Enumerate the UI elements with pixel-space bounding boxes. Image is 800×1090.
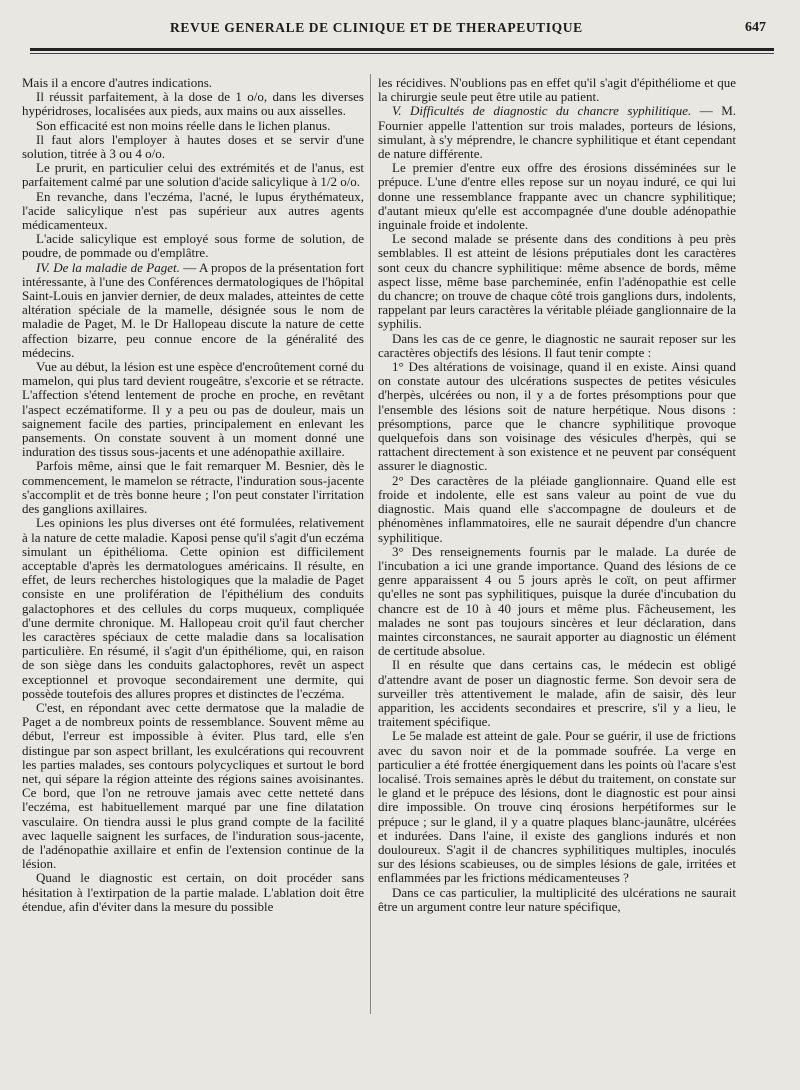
paragraph-text: — A propos de la présentation fort intéressante, à l'une des Conférences dermatologiques de l'hôpital Saint-Louis en janvier dernier, de deux malades, atteintes de cette altération spéciale de la mamelle, désignée sous le nom de maladie de Paget, M. le Dr Hallopeau discute la nature de cette affection bizarre, peu connue encore de la généralité des médecins. xyxy=(22,259,364,360)
paragraph-text: Son efficacité est non moins réelle dans le lichen planus. xyxy=(36,117,331,133)
paragraph-text: 3° Des renseignements fournis par le malade. La durée de l'incubation a ici une grande importance. Quand des lésions de ce genre apparaissent 4 ou 5 jours après le coït, on peut affirmer qu'elles ne sont pas syphilitiques, puisque la durée d'incubation du chancre est de 10 à 40 jours et même plus. Fâcheusement, les malades ne sont pas toujours sincères et leur déclaration, dans maintes circonstances, ne saurait apporter au diagnostic un élément de certitude absolue. xyxy=(378,543,736,659)
paragraph xyxy=(22,701,364,871)
left-column xyxy=(22,76,364,914)
paragraph xyxy=(22,161,364,189)
paragraph-text: Les opinions les plus diverses ont été formulées, relativement à la nature de cette maladie. Kaposi pense qu'il s'agit d'un eczéma simulant un épithélioma. Cette opinion est difficilement acceptable d'après les dermatologues américains. Il résulte, en effet, de leurs recherches histologiques que la maladie de Paget consiste en une prolifération de l'épithélium des conduits galactophores et des cellules du corps muqueux, compliquée d'une dermite chronique. M. Hallopeau croit qu'il faut chercher les caractères spéciaux de cette maladie dans sa localisation particulière. En résumé, il s'agit d'un épithéliome, qui, en raison de son siège dans les conduits galactophores, revêt un aspect exceptionnel et provoque secondairement une dermite, qui possède toutefois des allures propres et distinctes de l'eczéma. xyxy=(22,515,364,701)
paragraph xyxy=(378,104,736,161)
paragraph-text: Il réussit parfaitement, à la dose de 1 o/o, dans les diverses hypéridroses, localisées aux pieds, aux mains ou aux aisselles. xyxy=(22,89,364,119)
paragraph xyxy=(378,76,736,104)
right-column xyxy=(378,76,736,914)
paragraph-text: C'est, en répondant avec cette dermatose que la maladie de Paget a de nombreux points de ressemblance. Souvent même au début, l'erreur est impossible à éviter. Plus tard, elle s'en distingue par son aspect brillant, les exulcérations qui recouvrent les parties malades, ses contours polycycliques et surtout le bord net, qui sépare la région atteinte des régions saines avoisinantes. Ce bord, que l'on ne retrouve jamais avec cette netteté dans l'eczéma, est habituellement marqué par une fine dilatation vasculaire. On tiendra aussi le plus grand compte de la facilité avec laquelle saignent les surfaces, de l'induration sous-jacente, de l'adénopathie axillaire et enfin de l'extension continue de la lésion. xyxy=(22,699,364,872)
paragraph xyxy=(22,516,364,701)
paragraph xyxy=(22,90,364,118)
header-rule-thick xyxy=(30,48,774,51)
paragraph xyxy=(22,119,364,133)
paragraph xyxy=(378,474,736,545)
paragraph xyxy=(22,190,364,233)
paragraph-text: Mais il a encore d'autres indications. xyxy=(22,75,213,90)
paragraph-text: Quand le diagnostic est certain, on doit procéder sans hésitation à l'extirpation de la partie malade. L'ablation doit être étendue, afin d'éviter dans la mesure du possible xyxy=(22,870,364,914)
page-header xyxy=(30,18,770,42)
paragraph-text: 1° Des altérations de voisinage, quand il en existe. Ainsi quand on constate autour des ulcérations suspectes de petites vésicules d'herpès, ulcérées ou non, il y a de fortes présomptions pour que l'ensemble des lésions soit de nature herpétique. Nous disons : présomptions, parce que le chancre syphilitique provoque quelquefois dans son voisinage des vésicules d'herpès, qui se rattachent directement à son existence et ne peuvent par conséquent assurer le diagnostic. xyxy=(378,359,736,474)
paragraph-text: Le prurit, en particulier celui des extrémités et de l'anus, est parfaitement calmé par une solution d'acide salicylique à 1/2 o/o. xyxy=(22,160,364,190)
page-number: 647 xyxy=(745,20,766,35)
paragraph-text: Vue au début, la lésion est une espèce d'encroûtement corné du mamelon, qui plus tard devient rougeâtre, s'excorie et se rétracte. L'affection s'étend lentement de proche en proche, en revêtant l'aspect eczématiforme. Il y a peu ou pas de douleur, mais un saignement facile des parties, principalement en enlevant les pansements. On constate souvent à un moment donné une induration des tissus sous-jacents et une adénopathie axillaire. xyxy=(22,359,364,460)
paragraph xyxy=(22,459,364,516)
paragraph xyxy=(378,886,736,914)
running-title: REVUE GENERALE DE CLINIQUE ET DE THERAPEUTIQUE xyxy=(170,20,583,35)
paragraph-text: Le premier d'entre eux offre des érosions disséminées sur le prépuce. L'une d'entre elles repose sur un noyau induré, ce qui lui donne une ressemblance frappante avec un chancre syphilitique; d'autant mieux qu'elle est accompagnée d'une double adénopathie inguinale froide et indolente. xyxy=(378,160,736,233)
paragraph-text: 2° Des caractères de la pléiade ganglionnaire. Quand elle est froide et indolente, elle est sans valeur au point de vue du diagnostic. Mais quand elle s'accompagne de douleurs et de phénomènes inflammatoires, elle ne saurait dépendre d'un chancre syphilitique. xyxy=(378,472,736,545)
section-heading: IV. De la maladie de Paget. xyxy=(36,259,180,275)
paragraph-text: Dans ce cas particulier, la multiplicité des ulcérations ne saurait être un argument contre leur nature spécifique, xyxy=(378,884,736,914)
paragraph-text: Dans les cas de ce genre, le diagnostic ne saurait reposer sur les caractères objectifs des lésions. Il faut tenir compte : xyxy=(378,330,736,360)
paragraph xyxy=(22,232,364,260)
column-divider xyxy=(370,74,371,1014)
paragraph-text: L'acide salicylique est employé sous forme de solution, de poudre, de pommade ou d'emplâtre. xyxy=(22,231,364,261)
paragraph xyxy=(22,261,364,360)
paragraph xyxy=(22,871,364,914)
paragraph-text: En revanche, dans l'eczéma, l'acné, le lupus érythémateux, l'acide salicylique n'est pas supérieur aux autres agents médicamenteux. xyxy=(22,188,364,233)
paragraph xyxy=(378,658,736,729)
paragraph-text: Parfois même, ainsi que le fait remarquer M. Besnier, dès le commencement, le mamelon se rétracte, l'induration sous-jacente s'accomplit et de très bonne heure ; l'on peut constater l'irritation des ganglions axillaires. xyxy=(22,458,364,517)
paragraph xyxy=(22,133,364,161)
paragraph-text: les récidives. N'oublions pas en effet qu'il s'agit d'épithéliome et que la chirurgie seule peut être utile au patient. xyxy=(378,75,736,105)
paragraph xyxy=(378,332,736,360)
section-heading: V. Difficultés de diagnostic du chancre syphilitique. xyxy=(392,103,692,119)
paragraph xyxy=(378,729,736,885)
paragraph xyxy=(378,232,736,331)
paragraph xyxy=(22,360,364,459)
paragraph xyxy=(378,545,736,659)
paragraph-text: Le second malade se présente dans des conditions à peu près semblables. Il est atteint de lésions préputiales dont les caractères sont ceux du chancre syphilitique: même absence de bords, même aspect lisse, même base parcheminée, enfin l'adénopathie est celle du chancre; on trouve de chaque côté trois ganglions durs, indolents, rappelant par leurs caractères la véritable pléiade ganglionnaire de la syphilis. xyxy=(378,231,736,332)
paragraph-text: Le 5e malade est atteint de gale. Pour se guérir, il use de frictions avec du savon noir et de la pommade soufrée. La verge en particulier a été frottée énergiquement dans les points où l'acare s'est localisé. Trois semaines après le début du traitement, on constate sur le gland et le prépuce des lésions, dont le diagnostic est pour ainsi dire impossible. On trouve cinq érosions herpétiformes sur le prépuce ; sur le gland, il y a quatre plaques blanc-jaunâtre, ulcérées et indurées. Dans l'aine, il existe des ganglions indurés et non douloureux. S'agit il de chancres syphilitiques multiples, inoculés sur des lésions scabieuses, ou de simples lésions de gale, irritées et enflammées par les frictions médicamenteuses ? xyxy=(378,728,736,886)
paragraph-text: — M. Fournier appelle l'attention sur trois malades, porteurs de lésions, simulant, à s'y méprendre, le chancre syphilitique et étant cependant de nature différente. xyxy=(378,103,737,162)
paragraph xyxy=(378,161,736,232)
header-rule-thin xyxy=(30,53,774,54)
paragraph xyxy=(22,76,364,90)
paragraph-text: Il faut alors l'employer à hautes doses et se servir d'une solution, titrée à 3 ou 4 o/o. xyxy=(22,131,364,162)
paragraph-text: Il en résulte que dans certains cas, le médecin est obligé d'attendre avant de poser un diagnostic ferme. Son devoir sera de surveiller très attentivement le malade, afin de saisir, dès leur apparition, les accidents secondaires et prescrire, s'il y a lieu, le traitement spécifique. xyxy=(378,657,736,730)
paragraph xyxy=(378,360,736,474)
